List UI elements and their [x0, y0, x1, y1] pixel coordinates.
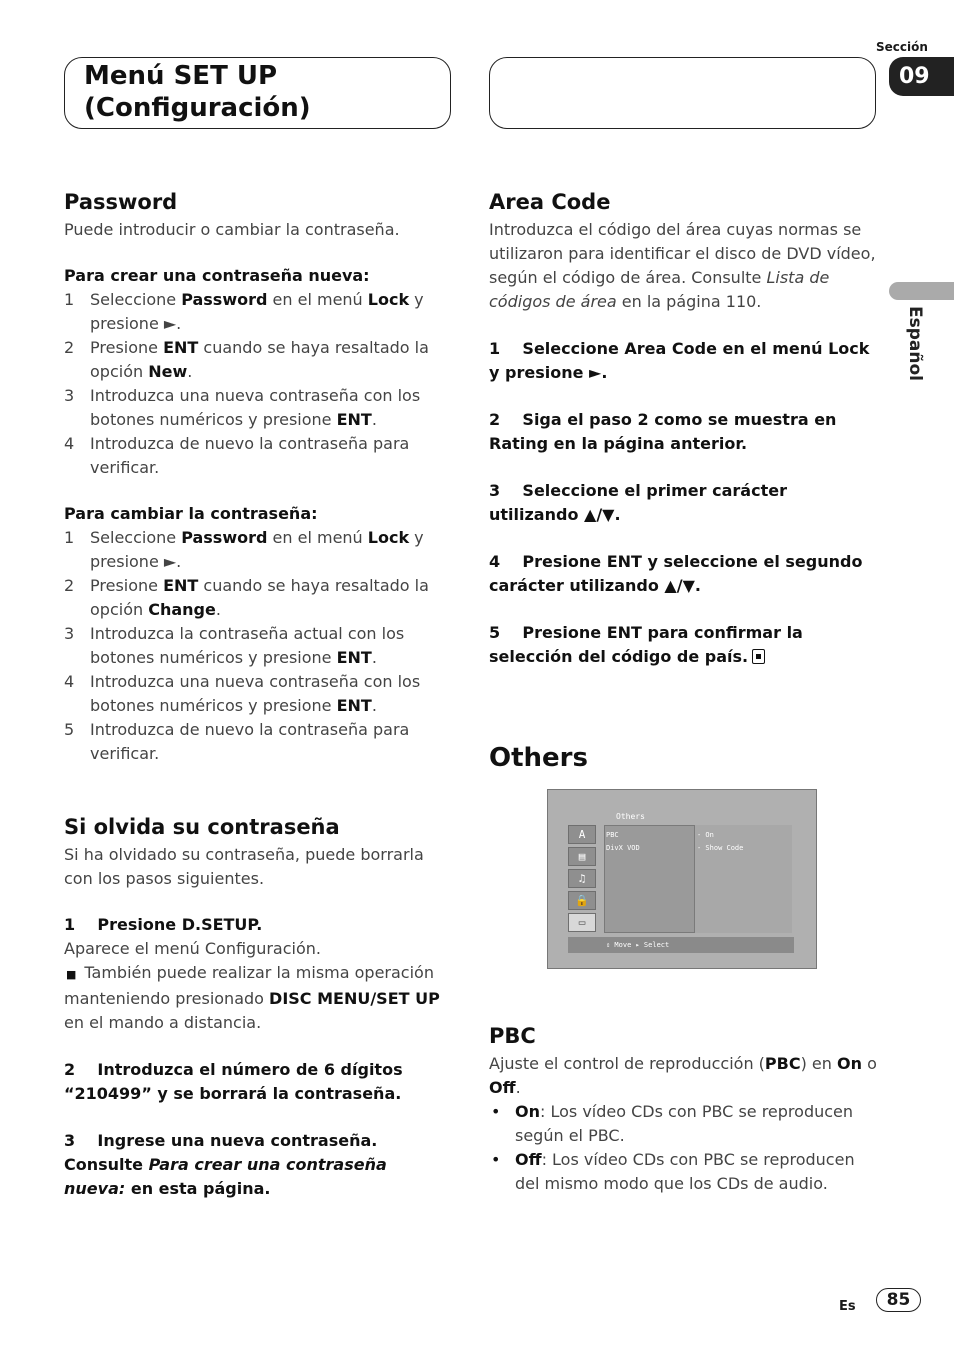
step-keyword: ENT — [336, 410, 372, 429]
language-menu-icon: A — [568, 825, 596, 844]
change-password-title: Para cambiar la contraseña: — [64, 504, 318, 523]
step-text: . — [371, 696, 377, 715]
step-text: Presione — [90, 576, 164, 595]
step-text: y presione ►. — [90, 528, 424, 571]
create-password-steps — [64, 288, 452, 480]
bullet-icon: • — [491, 1150, 501, 1169]
step-text: Siga el paso 2 como se muestra en Rating en la página anterior. — [489, 410, 837, 453]
osd-values — [697, 829, 743, 855]
pbc-options — [489, 1100, 877, 1196]
password-section — [64, 188, 452, 766]
osd-value-pbc: - On — [697, 831, 714, 839]
forgot-section — [64, 813, 452, 1201]
osd-footer-bar: ⇕ Move ▸ Select — [568, 937, 794, 953]
step-keyword: ENT — [336, 696, 372, 715]
bullet-icon: • — [491, 1102, 501, 1121]
display-menu-icon: ▤ — [568, 847, 596, 866]
page-title: Menú SET UP (Configuración) — [84, 61, 311, 123]
step-text: . — [187, 362, 193, 381]
section-number-tab: 09 — [889, 57, 954, 96]
area-code-step-5 — [489, 621, 877, 669]
change-step-2 — [64, 574, 452, 622]
create-step-1 — [64, 288, 452, 336]
intro-text-end: . — [515, 1078, 521, 1097]
step-number: 3 — [489, 481, 501, 500]
step-text: en el menú — [267, 290, 368, 309]
step-number: 1 — [64, 290, 75, 309]
intro-text: ) en — [800, 1054, 837, 1073]
area-code-step-1 — [489, 337, 877, 385]
osd-value-divx: - Show Code — [697, 844, 744, 852]
step-text: Presione — [90, 338, 164, 357]
step-number: 3 — [64, 1131, 76, 1150]
step-text: Presione ENT para confirmar la selección del código de país. — [489, 623, 803, 666]
step-text: Ingrese una nueva contraseña. Consulte — [64, 1131, 378, 1174]
step-number: 2 — [64, 1060, 76, 1079]
forgot-intro: Si ha olvidado su contraseña, puede borrarla con los pasos siguientes. — [64, 845, 424, 888]
area-code-intro — [489, 218, 877, 314]
step-text: . — [215, 600, 221, 619]
note-square-icon: ■ — [66, 968, 77, 981]
others-heading: Others — [489, 743, 588, 773]
intro-text-end: en la página 110. — [616, 292, 762, 311]
step-number: 4 — [489, 552, 501, 571]
step-keyword: Lock — [367, 290, 410, 309]
step-text: Seleccione Area Code en el menú Lock y presione ►. — [489, 339, 870, 382]
step-text: Presione ENT y seleccione el segundo carácter utilizando ▲/▼. — [489, 552, 863, 595]
step-number: 5 — [489, 623, 501, 642]
step-number: 5 — [64, 720, 75, 739]
forgot-step-2 — [64, 1058, 452, 1106]
option-text: : Los vídeo CDs con PBC se reproducen del mismo modo que los CDs de audio. — [515, 1150, 855, 1193]
step-keyword: ENT — [336, 648, 372, 667]
intro-text: Ajuste el control de reproducción ( — [489, 1054, 765, 1073]
intro-pbc: PBC — [764, 1054, 801, 1073]
step-text: Seleccione — [90, 528, 182, 547]
tip-button-name: DISC MENU/SET UP — [269, 989, 440, 1008]
step-keyword: ENT — [163, 338, 199, 357]
section-end-icon — [752, 649, 765, 664]
pbc-option-1 — [489, 1100, 877, 1148]
forgot-step-1-note: Aparece el menú Configuración. — [64, 939, 321, 958]
pbc-heading: PBC — [489, 1024, 536, 1048]
step-text: Seleccione el primer carácter utilizando ▲/▼. — [489, 481, 787, 524]
language-side-label: Español — [905, 306, 925, 381]
osd-item-pbc: PBC — [606, 831, 619, 839]
forgot-step-1 — [64, 913, 452, 937]
footer-language: Es — [839, 1299, 856, 1314]
step-keyword: Change — [148, 600, 216, 619]
area-code-step-3 — [489, 479, 877, 527]
step-text: Introduzca de nuevo la contraseña para verificar. — [90, 434, 410, 477]
step-text: y presione ►. — [90, 290, 424, 333]
step-number: 3 — [64, 386, 75, 405]
step-number: 3 — [64, 624, 75, 643]
others-section — [489, 741, 877, 775]
step-text: Presione D.SETUP. — [97, 915, 263, 934]
create-step-4 — [64, 432, 452, 480]
change-step-4 — [64, 670, 452, 718]
step-keyword: New — [148, 362, 188, 381]
step-text: cuando se haya resaltado la opción — [90, 338, 429, 381]
pbc-intro — [489, 1052, 877, 1100]
others-menu-icon: ▭ — [568, 913, 596, 932]
step-text: cuando se haya resaltado la opción — [90, 576, 429, 619]
intro-on: On — [837, 1054, 862, 1073]
area-code-steps — [489, 337, 877, 669]
step-text: Introduzca de nuevo la contraseña para verificar. — [90, 720, 410, 763]
change-step-5 — [64, 718, 452, 766]
password-heading: Password — [64, 190, 178, 214]
create-step-2 — [64, 336, 452, 384]
area-code-step-4 — [489, 550, 877, 598]
step-text: Introduzca la contraseña actual con los botones numéricos y presione — [90, 624, 405, 667]
create-step-3 — [64, 384, 452, 432]
forgot-heading: Si olvida su contraseña — [64, 815, 340, 839]
step-number: 4 — [64, 434, 75, 453]
step-text: Introduzca una nueva contraseña con los botones numéricos y presione — [90, 386, 421, 429]
step-text: Seleccione — [90, 290, 182, 309]
step-keyword: Lock — [367, 528, 410, 547]
step-keyword: Password — [181, 528, 268, 547]
pbc-option-2 — [489, 1148, 877, 1196]
area-code-heading: Area Code — [489, 190, 611, 214]
osd-title: Others — [616, 812, 645, 821]
step-text-end: en esta página. — [125, 1179, 271, 1198]
step-number: 1 — [489, 339, 501, 358]
step-number: 4 — [64, 672, 75, 691]
step-text: . — [371, 648, 377, 667]
step-number: 2 — [64, 576, 75, 595]
intro-text: o — [862, 1054, 877, 1073]
step-number: 1 — [64, 528, 75, 547]
area-code-step-2 — [489, 408, 877, 456]
intro-off: Off — [489, 1078, 516, 1097]
tip-text: También puede realizar la misma operación manteniendo presionado — [64, 963, 434, 1008]
forgot-step-1-tip — [64, 961, 452, 1035]
osd-icon-column — [568, 825, 600, 933]
option-name: On — [515, 1102, 540, 1121]
change-password-steps — [64, 526, 452, 766]
step-text: . — [371, 410, 377, 429]
pbc-section — [489, 1022, 877, 1196]
tip-text-end: en el mando a distancia. — [64, 1013, 262, 1032]
others-menu-screenshot — [547, 789, 817, 969]
step-number: 2 — [64, 338, 75, 357]
step-reference: Para crear una contraseña nueva: — [64, 1155, 387, 1198]
create-password-title: Para crear una contraseña nueva: — [64, 266, 370, 285]
osd-items — [606, 829, 640, 855]
audio-menu-icon: ♫ — [568, 869, 596, 888]
page-number: 85 — [876, 1288, 921, 1312]
osd-item-divx: DivX VOD — [606, 844, 640, 852]
intro-text: Introduzca el código del área cuyas normas se utilizaron para identificar el disco de DVD vídeo, según el código de área. Consulte — [489, 220, 876, 287]
step-number: 1 — [64, 915, 76, 934]
section-label: Sección — [876, 40, 928, 54]
step-text: Introduzca el número de 6 dígitos “210499” y se borrará la contraseña. — [64, 1060, 403, 1103]
step-number: 2 — [489, 410, 501, 429]
forgot-step-3 — [64, 1129, 452, 1201]
lock-menu-icon: 🔒 — [568, 891, 596, 910]
step-keyword: Password — [181, 290, 268, 309]
password-intro: Puede introducir o cambiar la contraseña. — [64, 220, 400, 239]
change-step-1 — [64, 526, 452, 574]
change-step-3 — [64, 622, 452, 670]
step-text: en el menú — [267, 528, 368, 547]
step-text: Introduzca una nueva contraseña con los botones numéricos y presione — [90, 672, 421, 715]
area-code-section — [489, 188, 877, 669]
option-name: Off — [515, 1150, 542, 1169]
language-tab-marker — [889, 282, 954, 300]
option-text: : Los vídeo CDs con PBC se reproducen según el PBC. — [515, 1102, 854, 1145]
intro-reference: Lista de códigos de área — [489, 268, 830, 311]
step-keyword: ENT — [163, 576, 199, 595]
empty-header-frame — [489, 57, 876, 129]
